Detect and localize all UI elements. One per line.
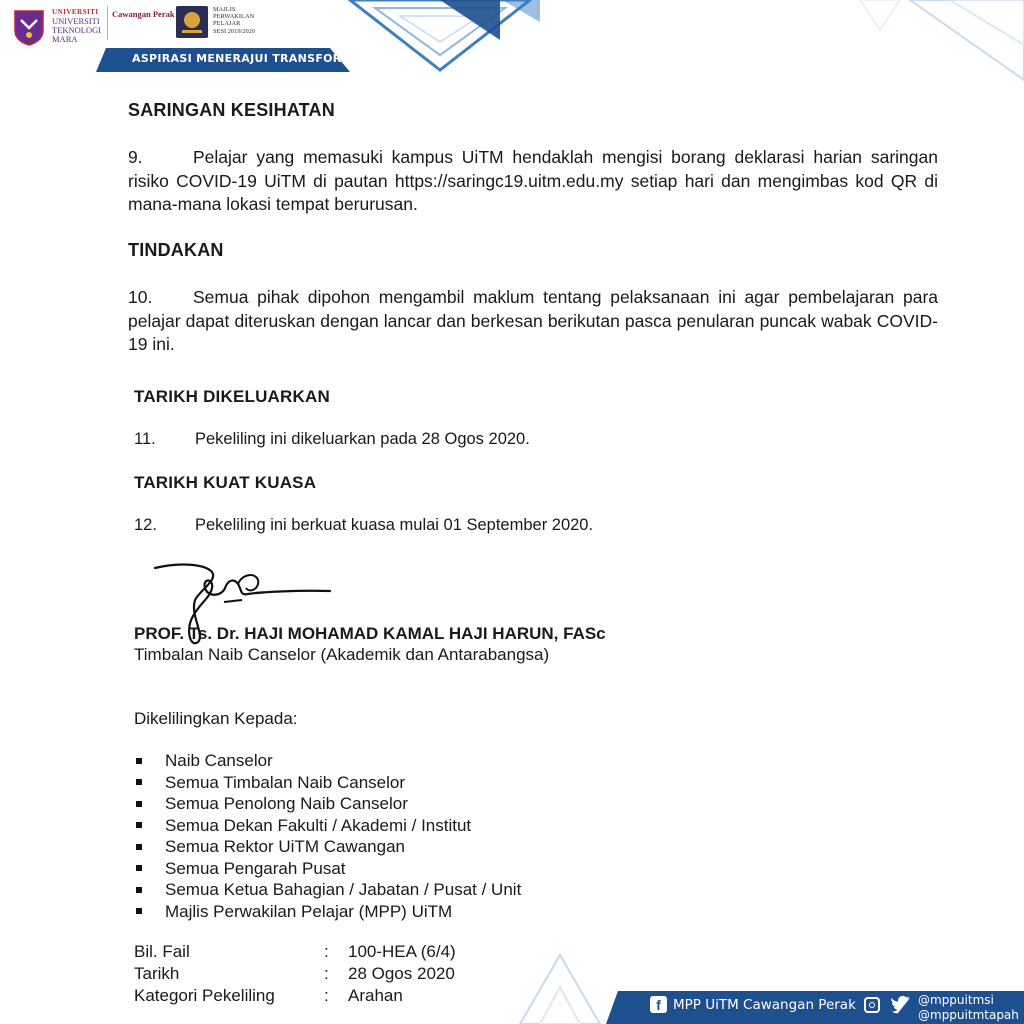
- distribution-title: Dikelilingkan Kepada:: [134, 709, 298, 728]
- file-info-row: Tarikh : 28 Ogos 2020: [134, 964, 455, 983]
- mpp-wordmark: MAJLIS PERWAKILAN PELAJAR SESI 2019/2020: [213, 6, 256, 35]
- decorative-triangles-right: [850, 0, 1024, 110]
- uitm-line-1: UNIVERSITI: [52, 16, 100, 26]
- bullet-icon: [136, 908, 142, 914]
- paragraph-text: Pekeliling ini dikeluarkan pada 28 Ogos 2020.: [195, 430, 530, 448]
- heading-tarikh-dikeluarkan: TARIKH DIKELUARKAN: [134, 387, 330, 406]
- paragraph-10: [128, 286, 938, 357]
- uitm-top-line: UNIVERSITI: [52, 8, 99, 16]
- list-item: Majlis Perwakilan Pelajar (MPP) UiTM: [134, 901, 521, 923]
- mpp-logo-icon: [176, 6, 208, 38]
- heading-tindakan: TINDAKAN: [128, 240, 224, 260]
- list-item: Semua Dekan Fakulti / Akademi / Institut: [134, 815, 521, 837]
- file-info-row: Kategori Pekeliling : Arahan: [134, 986, 403, 1005]
- branch-label: Cawangan Perak: [112, 9, 175, 19]
- banner-slogan: ASPIRASI MENERAJUI TRANSFORMASI: [132, 52, 375, 65]
- list-item: Semua Ketua Bahagian / Jabatan / Pusat / Unit: [134, 879, 521, 901]
- heading-tarikh-kuat-kuasa: TARIKH KUAT KUASA: [134, 473, 317, 492]
- bullet-icon: [136, 844, 142, 850]
- bullet-icon: [136, 887, 142, 893]
- bullet-icon: [136, 779, 142, 785]
- bullet-icon: [136, 822, 142, 828]
- twitter-icon[interactable]: [891, 996, 911, 1014]
- paragraph-11: [134, 430, 530, 449]
- facebook-page-name[interactable]: MPP UiTM Cawangan Perak: [673, 997, 856, 1013]
- signatory-title: Timbalan Naib Canselor (Akademik dan Antarabangsa): [134, 645, 550, 664]
- list-item: Naib Canselor: [134, 750, 521, 772]
- uitm-line-3: MARA: [52, 34, 78, 44]
- file-info: [134, 941, 456, 1007]
- list-item: Semua Pengarah Pusat: [134, 858, 521, 880]
- paragraph-number: 9.: [128, 147, 143, 167]
- uitm-line-2: TEKNOLOGI: [52, 25, 102, 35]
- paragraph-number: 10.: [128, 287, 153, 307]
- paragraph-number: 12.: [134, 516, 157, 534]
- distribution-list: [134, 750, 521, 922]
- list-item: Semua Timbalan Naib Canselor: [134, 772, 521, 794]
- facebook-icon[interactable]: f: [650, 996, 667, 1013]
- bullet-icon: [136, 801, 142, 807]
- list-item: Semua Rektor UiTM Cawangan: [134, 836, 521, 858]
- instagram-icon[interactable]: [864, 997, 880, 1013]
- twitter-handle[interactable]: @mppuitmtapah: [918, 1008, 1019, 1022]
- instagram-handle[interactable]: @mppuitmsi: [918, 993, 994, 1007]
- logo-divider: [107, 6, 108, 40]
- paragraph-12: [134, 516, 593, 535]
- heading-saringan: SARINGAN KESIHATAN: [128, 100, 335, 120]
- file-info-row: Bil. Fail : 100-HEA (6/4): [134, 942, 456, 961]
- paragraph-9: [128, 146, 938, 217]
- paragraph-text: Pekeliling ini berkuat kuasa mulai 01 September 2020.: [195, 516, 594, 534]
- bullet-icon: [136, 865, 142, 871]
- paragraph-number: 11.: [134, 430, 156, 448]
- paragraph-text: Semua pihak dipohon mengambil maklum tentang pelaksanaan ini agar pembelajaran para pelajar dapat diteruskan dengan lancar dan berkesan berikutan pasca penularan puncak wabak COVID-19 ini.: [128, 287, 938, 354]
- paragraph-text: Pelajar yang memasuki kampus UiTM hendaklah mengisi borang deklarasi harian saringan risiko COVID-19 UiTM di pautan https://saringc19.uitm.edu.my setiap hari dan mengimbas kod QR di mana-mana lokasi tempat berurusan.: [128, 147, 938, 214]
- list-item: Semua Penolong Naib Canselor: [134, 793, 521, 815]
- uitm-crest-icon: [12, 8, 46, 46]
- signatory-name: PROF. Ts. Dr. HAJI MOHAMAD KAMAL HAJI HARUN, FASc: [134, 624, 606, 643]
- bullet-icon: [136, 758, 142, 764]
- uitm-wordmark: [52, 8, 101, 44]
